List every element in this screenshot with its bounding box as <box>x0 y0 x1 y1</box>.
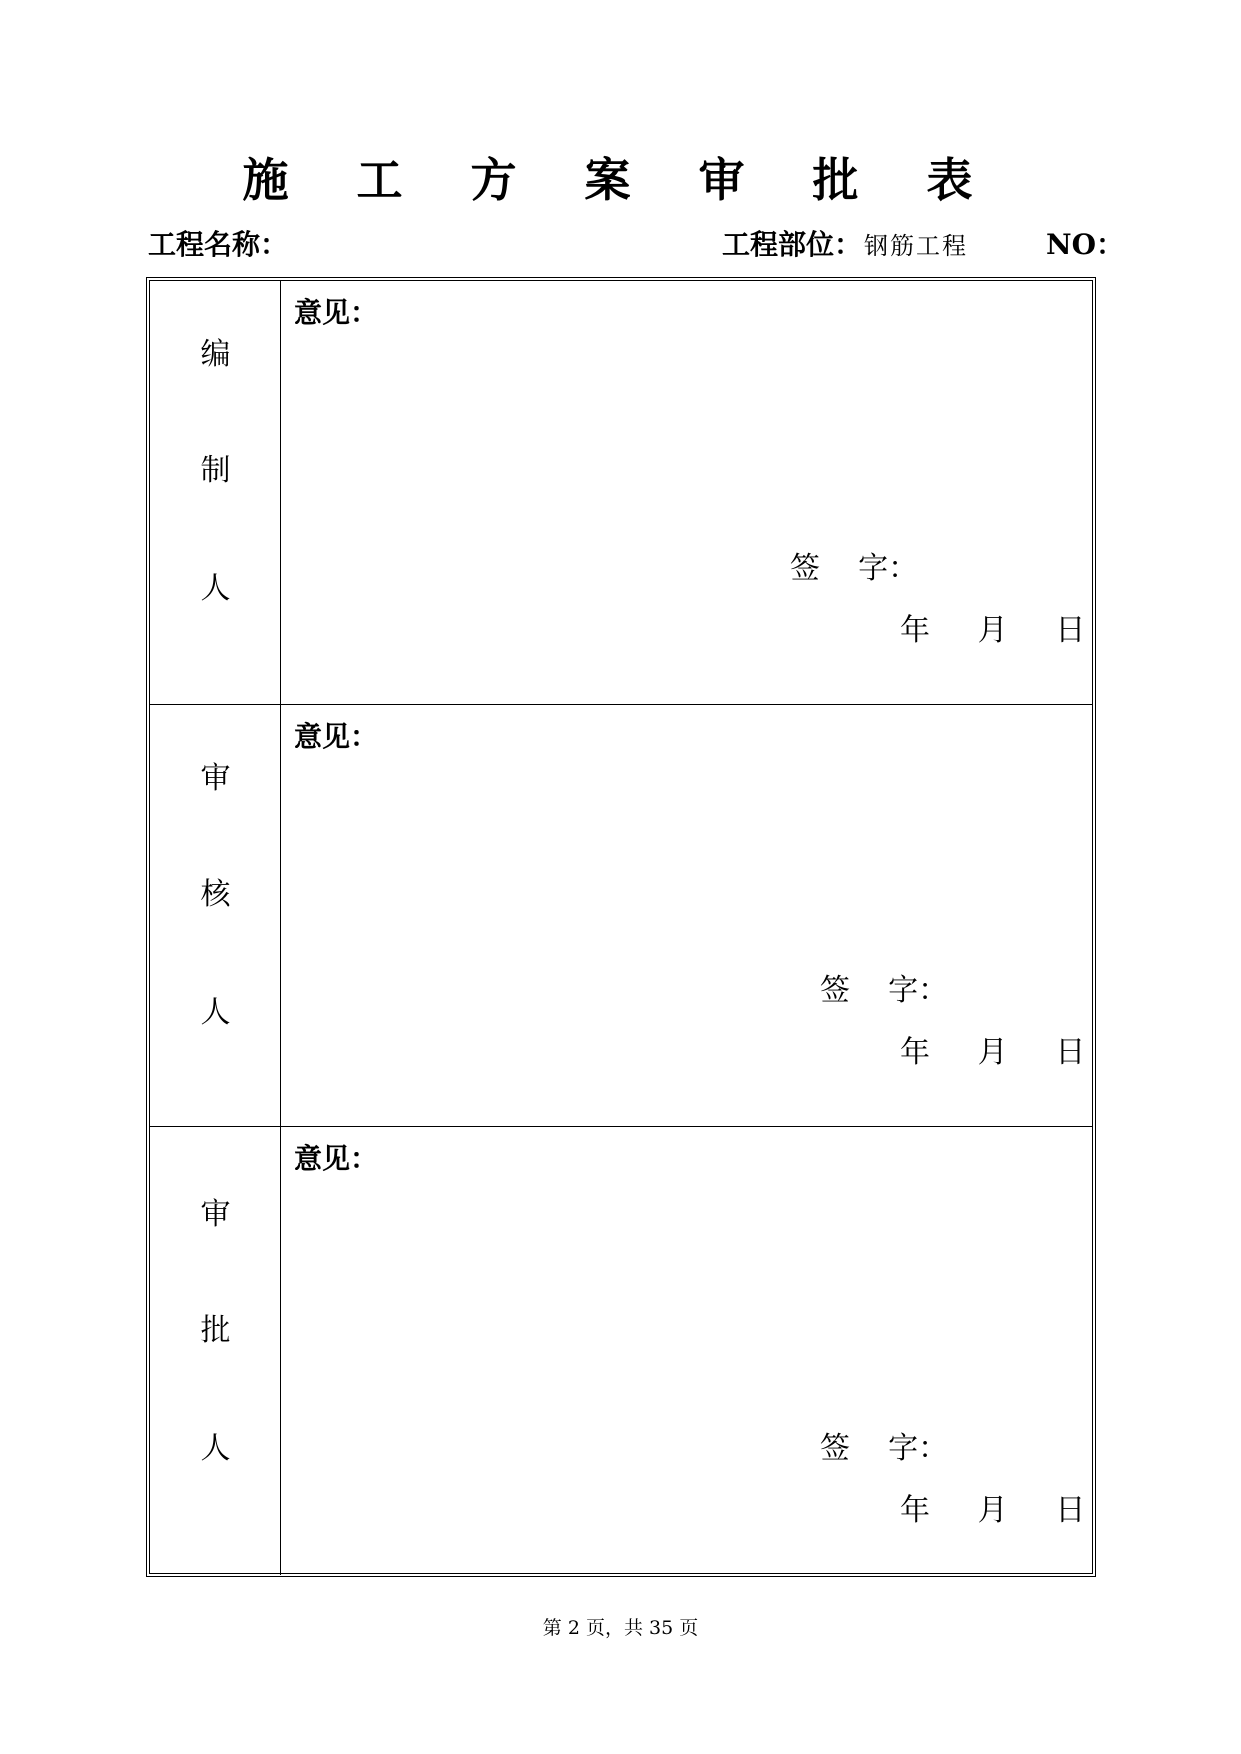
date-line: 年 月 日 <box>900 1493 1086 1528</box>
role-char: 编 <box>200 337 231 372</box>
role-char: 制 <box>200 453 231 488</box>
role-char: 人 <box>200 995 231 1030</box>
opinion-label: 意见： <box>294 296 379 329</box>
signature-label: 签 字： <box>820 973 949 1008</box>
role-char: 审 <box>200 761 231 796</box>
approval-table <box>146 277 1096 1577</box>
role-char: 审 <box>200 1197 231 1232</box>
section-compiler <box>150 281 1092 705</box>
project-part-field <box>722 225 968 266</box>
role-char: 批 <box>200 1313 231 1348</box>
signature-label: 签 字： <box>820 1431 949 1466</box>
role-cell <box>150 1127 281 1575</box>
role-cell <box>150 705 281 1126</box>
document-number-label: NO： <box>1046 228 1124 261</box>
section-reviewer <box>150 705 1092 1127</box>
role-char: 人 <box>200 571 231 606</box>
role-char: 人 <box>200 1431 231 1466</box>
role-char: 核 <box>200 877 231 912</box>
section-approver <box>150 1127 1092 1575</box>
project-part-label: 工程部位： <box>722 228 863 261</box>
project-name-label: 工程名称： <box>148 228 289 261</box>
page-indicator: 第 2 页，共 35 页 <box>542 1617 699 1639</box>
role-cell <box>150 281 281 704</box>
date-line: 年 月 日 <box>900 613 1086 648</box>
form-title: 施 工 方 案 审 批 表 <box>242 153 999 207</box>
signature-label: 签 字： <box>790 551 919 586</box>
opinion-label: 意见： <box>294 720 379 753</box>
date-line: 年 月 日 <box>900 1035 1086 1070</box>
opinion-label: 意见： <box>294 1142 379 1175</box>
project-part-value: 钢筋工程 <box>864 232 969 260</box>
